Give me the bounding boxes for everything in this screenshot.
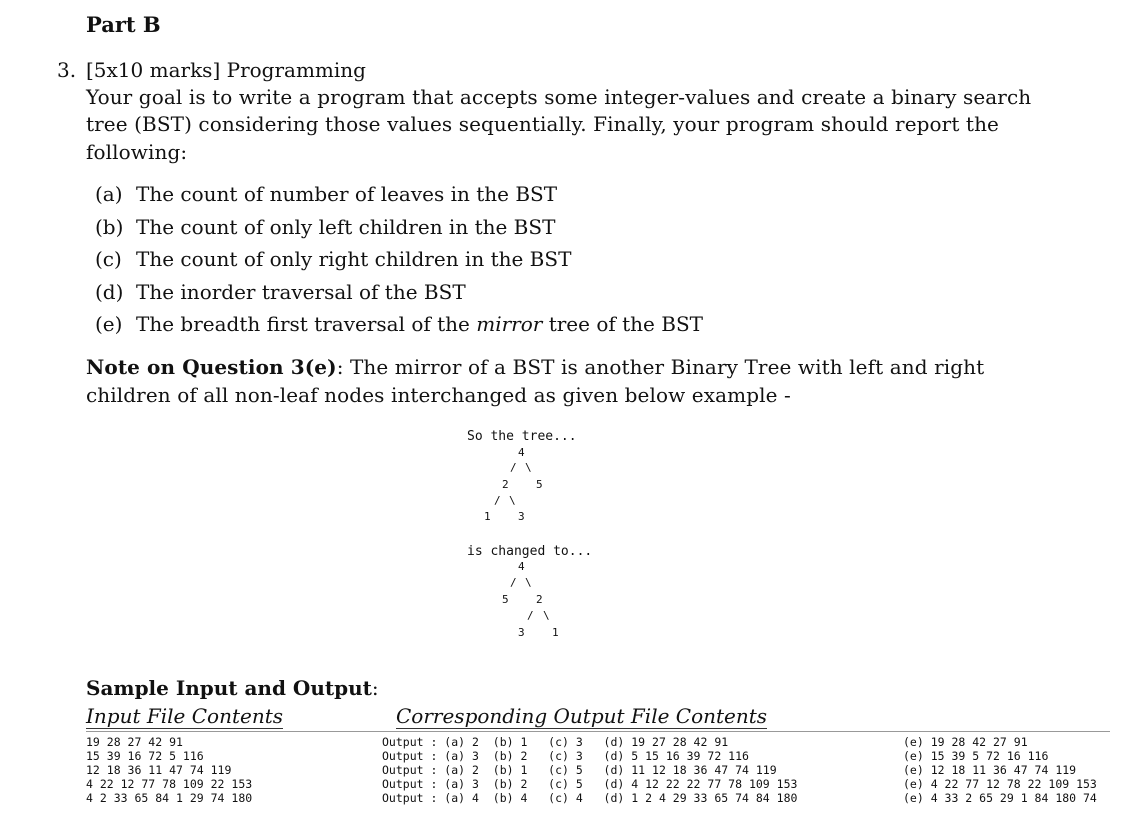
note-text: : The mirror of a BST is another Binary Tree with left and right [336, 355, 985, 379]
output-row: Output : (a) 2 (b) 1 (c) 3 (d) 19 27 28 42 91 [382, 735, 729, 749]
example-caption-after: is changed to... [467, 544, 593, 559]
item-label: (c) [95, 247, 122, 271]
input-row: 19 28 27 42 91 [86, 735, 183, 749]
tree-edge: \ [509, 494, 516, 507]
list-item-a [95, 182, 557, 206]
output-row-e: (e) 4 22 77 12 78 22 109 153 [903, 777, 1097, 791]
tree-edge: \ [543, 609, 550, 622]
example-caption-before: So the tree... [467, 429, 577, 444]
sample-title-text: Sample Input and Output [86, 676, 372, 700]
item-text: The inorder traversal of the BST [136, 280, 466, 304]
item-label: (b) [95, 215, 124, 239]
output-row-e: (e) 12 18 11 36 47 74 119 [903, 763, 1077, 777]
output-row-e: (e) 19 28 42 27 91 [903, 735, 1028, 749]
item-text-emphasis: mirror [476, 312, 543, 336]
list-item-c [95, 247, 571, 271]
note-line: children of all non-leaf nodes interchanged as given below example - [86, 383, 791, 407]
tree-edge: \ [525, 576, 532, 589]
output-row: Output : (a) 4 (b) 4 (c) 4 (d) 1 2 4 29 33 65 74 84 180 [382, 791, 798, 805]
item-text: The breadth first traversal of the [136, 312, 477, 336]
item-text: The count of only right children in the BST [136, 247, 572, 271]
input-row: 4 22 12 77 78 109 22 153 [86, 777, 253, 791]
tree-node: 4 [518, 560, 525, 573]
tree-node: 3 [518, 626, 525, 639]
sample-title [86, 676, 379, 700]
tree-node: 1 [552, 626, 559, 639]
question-header [86, 58, 366, 82]
note-heading: Note on Question 3(e) [86, 355, 337, 379]
output-column-header: Corresponding Output File Contents [396, 704, 768, 728]
tree-node: 2 [502, 478, 509, 491]
part-title: Part B [86, 12, 161, 37]
tree-edge: \ [525, 461, 532, 474]
question-number: 3. [57, 58, 77, 82]
tree-edge: / [510, 461, 517, 474]
tree-node: 2 [536, 593, 543, 606]
item-label: (e) [95, 312, 123, 336]
intro-line: Your goal is to write a program that accepts some integer-values and create a binary search [86, 85, 1032, 109]
list-item-d [95, 280, 466, 304]
tree-node: 5 [536, 478, 543, 491]
input-row: 15 39 16 72 5 116 [86, 749, 204, 763]
item-label: (a) [95, 182, 123, 206]
output-row: Output : (a) 3 (b) 2 (c) 5 (d) 4 12 22 22 77 78 109 153 [382, 777, 798, 791]
input-row: 4 2 33 65 84 1 29 74 180 [86, 791, 253, 805]
list-item-b [95, 215, 555, 239]
tree-edge: / [510, 576, 517, 589]
item-text: The count of only left children in the BST [136, 215, 556, 239]
output-row: Output : (a) 3 (b) 2 (c) 3 (d) 5 15 16 39 72 116 [382, 749, 749, 763]
note-line [86, 355, 984, 379]
output-row: Output : (a) 2 (b) 1 (c) 5 (d) 11 12 18 36 47 74 119 [382, 763, 777, 777]
question-topic: Programming [226, 58, 366, 82]
intro-line: tree (BST) considering those values sequentially. Finally, your program should report the [86, 112, 999, 136]
tree-edge: / [527, 609, 534, 622]
item-label: (d) [95, 280, 124, 304]
output-row-e: (e) 4 33 2 65 29 1 84 180 74 [903, 791, 1097, 805]
input-row: 12 18 36 11 47 74 119 [86, 763, 232, 777]
sample-title-colon: : [371, 676, 379, 700]
tree-node: 5 [502, 593, 509, 606]
table-divider [86, 731, 1110, 732]
item-text: tree of the BST [542, 312, 703, 336]
tree-node: 4 [518, 446, 525, 459]
intro-line: following: [86, 140, 188, 164]
tree-node: 3 [518, 510, 525, 523]
output-row-e: (e) 15 39 5 72 16 116 [903, 749, 1049, 763]
list-item-e [95, 312, 703, 336]
question-marks: [5x10 marks] [86, 58, 221, 82]
tree-edge: / [494, 494, 501, 507]
item-text: The count of number of leaves in the BST [136, 182, 558, 206]
tree-node: 1 [484, 510, 491, 523]
input-column-header: Input File Contents [86, 704, 284, 728]
